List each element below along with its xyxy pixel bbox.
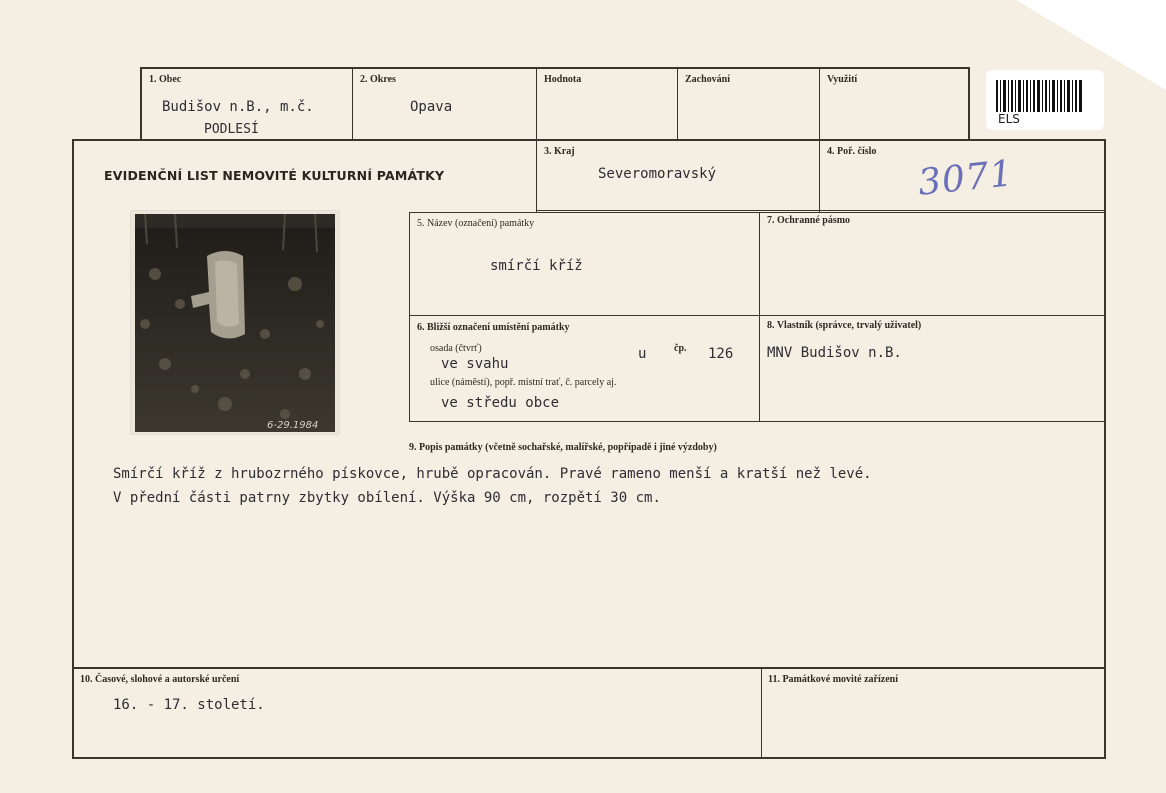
sticker-label: ELS — [998, 112, 1020, 126]
okres-value: Opava — [410, 99, 453, 115]
popis-line: Smírčí kříž z hrubozrného pískovce, hrubě opracován. Pravé rameno menší a kratší než levé. — [113, 466, 872, 482]
cp-value: 126 — [708, 346, 734, 362]
vyuziti-label: Využití — [827, 74, 858, 85]
vlastnik-value: MNV Budišov n.B. — [767, 345, 902, 361]
form-border — [536, 210, 1106, 211]
okres-label: 2. Okres — [360, 74, 396, 85]
ochranne-pasmo-label: 7. Ochranné pásmo — [767, 215, 851, 226]
obec-label: 1. Obec — [149, 74, 182, 85]
por-cislo-label: 4. Poř. číslo — [827, 146, 877, 157]
obec-value: Budišov n.B., m.č. — [162, 99, 314, 115]
vlastnik-label: 8. Vlastník (správce, trvalý uživatel) — [767, 320, 922, 331]
urceni-label: 10. Časové, slohové a autorské určení — [80, 674, 240, 685]
photo-caption: 6-29.1984 — [267, 420, 319, 431]
form-border — [140, 67, 142, 140]
popis-label: 9. Popis památky (včetně sochařské, malířské, popřípadě i jiné výzdoby) — [409, 442, 717, 453]
form-border — [72, 667, 1106, 669]
osada-label: osada (čtvrť) — [430, 343, 482, 354]
osada-value: ve svahu — [441, 356, 509, 372]
barcode-icon — [996, 80, 1082, 112]
form-border — [72, 139, 1106, 141]
form-border — [140, 67, 970, 69]
popis-text — [113, 462, 872, 510]
handwritten-number: 3071 — [916, 153, 1016, 204]
form-border — [759, 212, 760, 422]
form-border — [409, 421, 1106, 422]
nazev-label: 5. Název (označení) památky — [417, 218, 535, 229]
form-border — [352, 67, 353, 140]
zachovani-label: Zachování — [685, 74, 731, 85]
cp-label: čp. — [674, 343, 687, 354]
nazev-value: smírčí kříž — [490, 258, 583, 274]
hodnota-label: Hodnota — [544, 74, 582, 85]
monument-photo — [131, 211, 339, 434]
form-border — [409, 212, 1106, 213]
ulice-value: ve středu obce — [441, 395, 560, 411]
u-label: u — [638, 346, 647, 362]
document-title: EVIDENČNÍ LIST NEMOVITÉ KULTURNÍ PAMÁTKY — [104, 168, 445, 183]
form-border — [968, 67, 970, 140]
popis-line: V přední části patrny zbytky obílení. Výška 90 cm, rozpětí 30 cm. — [113, 490, 661, 506]
form-border — [1104, 139, 1106, 759]
barcode-sticker — [986, 70, 1104, 130]
obec-part-value: PODLESÍ — [204, 122, 259, 137]
form-border — [409, 212, 410, 422]
urceni-value: 16. - 17. století. — [113, 697, 265, 713]
kraj-value: Severomoravský — [598, 166, 717, 182]
umisteni-label: 6. Bližší označení umístění památky — [417, 322, 570, 333]
form-border — [409, 315, 1106, 316]
ulice-label: ulice (náměstí), popř. místní trať, č. parcely aj. — [430, 377, 617, 388]
zarizeni-label: 11. Památkové movité zařízení — [768, 674, 898, 685]
form-border — [72, 139, 74, 759]
kraj-label: 3. Kraj — [544, 146, 575, 157]
form-border — [677, 67, 678, 140]
form-border — [72, 757, 1106, 759]
form-border — [761, 667, 762, 759]
